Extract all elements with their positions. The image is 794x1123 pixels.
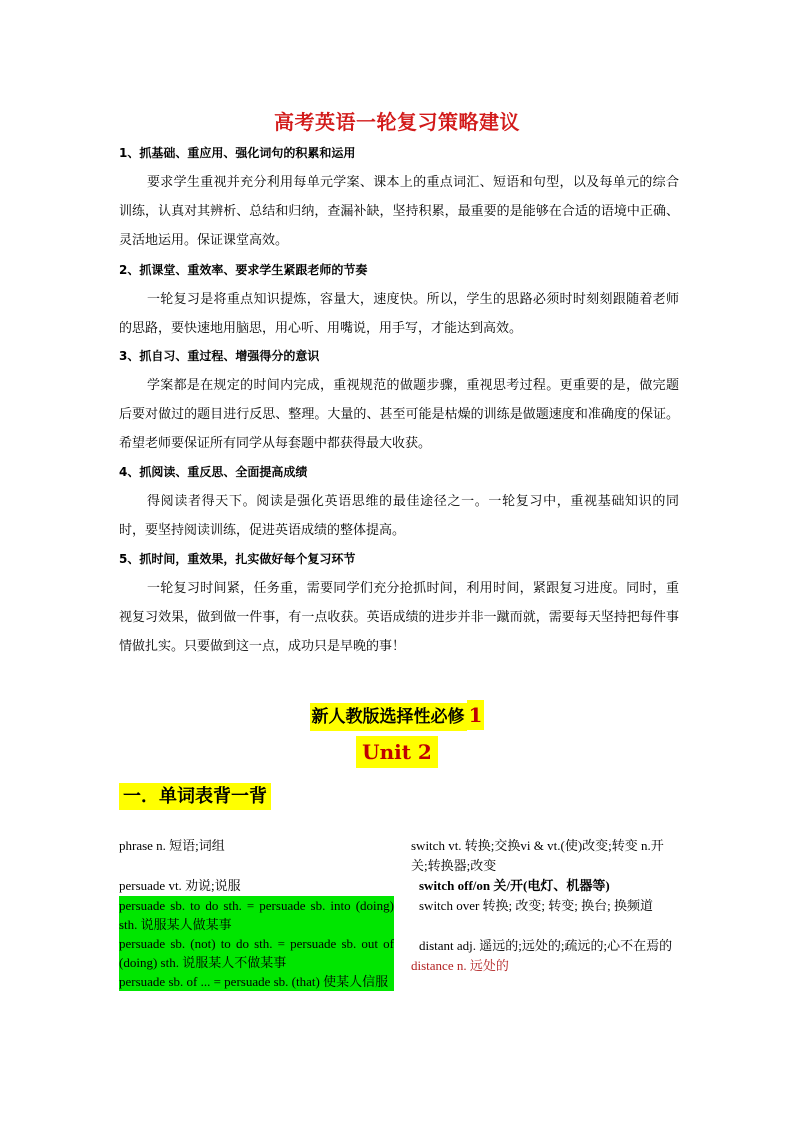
part-label: 一．单词表背一背 [119, 783, 271, 810]
section-2 [119, 261, 679, 343]
vocab-entry-persuade: persuade vt. 劝说;说服 [119, 878, 241, 893]
section-4 [119, 463, 679, 545]
section-1 [119, 144, 679, 255]
vocab-entry-switch-over: switch over 转换; 改变; 转变; 换台; 换频道 [419, 898, 653, 913]
document-title: 高考英语一轮复习策略建议 [274, 110, 520, 134]
vocab-entry-switch-on-off: switch off/on 关/开(电灯、机器等) [419, 878, 610, 893]
section-3 [119, 347, 679, 458]
vocab-entry-distant: distant adj. 遥远的;远处的;疏远的;心不在焉的 [419, 938, 673, 953]
vocab-column-left [119, 836, 394, 991]
section-body: 学案都是在规定的时间内完成，重视规范的做题步骤，重视思考过程。更重要的是，做完题后要对做过的题目进行反思、整理。大量的、甚至可能是枯燥的训练是做题速度和准确度的保证。希望老师要保证所有同学从每套题中都获得最大收获。 [119, 378, 679, 451]
unit-banner [0, 740, 794, 764]
section-heading: 4、抓阅读、重反思、全面提高成绩 [119, 465, 308, 479]
vocab-column-right [411, 836, 679, 976]
vocab-entry-distance: distance n. 远处的 [411, 958, 509, 973]
section-body: 一轮复习是将重点知识提炼，容量大，速度快。所以，学生的思路必须时时刻刻跟随着老师的思路，要快速地用脑思，用心听、用嘴说，用手写，才能达到高效。 [119, 292, 679, 336]
section-heading: 3、抓自习、重过程、增强得分的意识 [119, 349, 320, 363]
part-banner [119, 782, 271, 808]
section-5 [119, 550, 679, 661]
section-body: 一轮复习时间紧，任务重，需要同学们充分抢抓时间，利用时间，紧跟复习进度。同时，重视复习效果，做到做一件事，有一点收获。英语成绩的进步并非一蹴而就，需要每天坚持把每件事情做扎实。只要做到这一点，成功只是早晚的事！ [119, 581, 679, 654]
edition-label: 新人教版选择性必修 [310, 703, 467, 731]
vocab-entry-switch: switch vt. 转换;交换vi & vt.(使)改变;转变 n.开关;转换器;改变 [411, 838, 664, 873]
unit-label: Unit 2 [356, 736, 438, 768]
section-body: 要求学生重视并充分利用每单元学案、课本上的重点词汇、短语和句型，以及每单元的综合训练，认真对其辨析、总结和归纳，查漏补缺，坚持积累，最重要的是能够在合适的语境中正确、灵活地运用。保证课堂高效。 [119, 175, 679, 248]
section-heading: 5、抓时间，重效果，扎实做好每个复习环节 [119, 552, 356, 566]
section-heading: 2、抓课堂、重效率、要求学生紧跟老师的节奏 [119, 263, 368, 277]
highlight-persuade-3: persuade sb. of ... = persuade sb. (that) 使某人信服 [119, 972, 394, 991]
highlight-persuade-1: persuade sb. to do sth. = persuade sb. into (doing) sth. 说服某人做某事 [119, 898, 394, 932]
section-heading: 1、抓基础、重应用、强化词句的积累和运用 [119, 146, 356, 160]
edition-banner [0, 702, 794, 727]
highlight-persuade-2: persuade sb. (not) to do sth. = persuade sb. out of (doing) sth. 说服某人不做某事 [119, 936, 394, 970]
vocab-entry-phrase: phrase n. 短语;词组 [119, 838, 225, 853]
edition-number: 1 [467, 700, 485, 730]
section-body: 得阅读者得天下。阅读是强化英语思维的最佳途径之一。一轮复习中，重视基础知识的同时，要坚持阅读训练，促进英语成绩的整体提高。 [119, 494, 679, 538]
